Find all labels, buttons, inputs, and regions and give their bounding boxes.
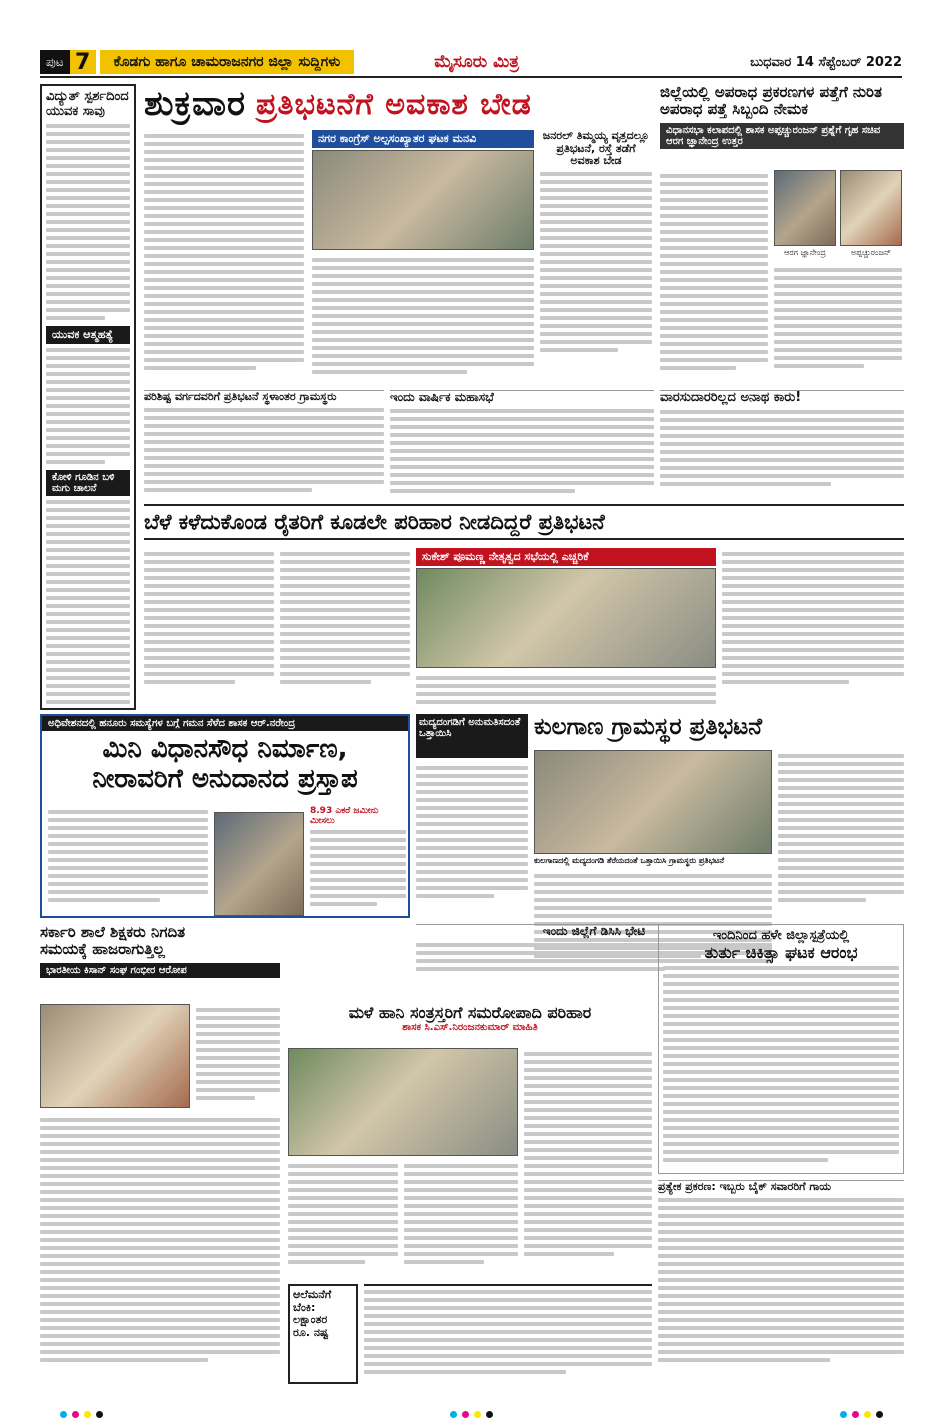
side-story-title: ಜನರಲ್ ತಿಮ್ಮಯ್ಯ ವೃತ್ತದಲ್ಲೂ ಪ್ರತಿಭಟನೆ, ರಸ್ತೆ ತಡೆಗೆ ಅವಕಾಶ ಬೇಡ: [542, 130, 650, 168]
kulagana-col: [778, 750, 904, 918]
box-title: ಬೆಂಕಿ:: [293, 1300, 316, 1314]
crime-subhead: ವಿಧಾನಸಭಾ ಕಲಾಪದಲ್ಲಿ ಶಾಸಕ ಅಪ್ಪಚ್ಚುರಂಜನ್ ಪ್ರಶ್ನೆಗೆ ಗೃಹ ಸಚಿವ ಆರಗ ಜ್ಞಾನೇಂದ್ರ ಉತ್ತರ: [660, 123, 904, 149]
dateline: ಬುಧವಾರ 14 ಸೆಪ್ಟೆಂಬರ್ 2022: [750, 54, 902, 70]
lead-headline-part: ಪ್ರತಿಭಟನೆಗೆ ಅವಕಾಶ ಬೇಡ: [256, 86, 532, 122]
kicker-line: ಒತ್ತಾಯಿಸಿ: [419, 728, 452, 739]
box-title: ಆಲೆಮನೆಗೆ: [293, 1288, 332, 1301]
mla-photo: [214, 812, 304, 916]
crime-col: [660, 170, 768, 380]
banner-col-2: [280, 548, 410, 710]
liquor-col: [416, 762, 528, 918]
rain-col: [524, 1048, 652, 1278]
portrait-photo: [840, 170, 902, 246]
hospital-story: [658, 924, 904, 1174]
masthead: [40, 48, 902, 78]
lead-headline-part: ಶುಕ್ರವಾರ: [144, 84, 246, 124]
crop-loss-banner: [144, 504, 904, 540]
story-headline: ಮಳೆ ಹಾನಿ ಸಂತ್ರಸ್ತರಿಗೆ ಸಮರೋಪಾದಿ ಪರಿಹಾರ: [348, 1004, 592, 1022]
kulagana-story: [534, 714, 904, 744]
crime-headline: ಜಿಲ್ಲೆಯಲ್ಲಿ ಅಪರಾಧ ಪ್ರಕರಣಗಳ ಪತ್ತೆಗೆ ನುರಿತ ಅಪರಾಧ ಪತ್ತೆ ಸಿಬ್ಬಂದಿ ನೇಮಕ: [660, 84, 882, 119]
school-col: [196, 1004, 280, 1110]
story-headline: ಸಮಯಕ್ಕೆ ಹಾಜರಾಗುತ್ತಿಲ್ಲ: [40, 940, 165, 959]
story-title: ಇಂದು ವಾರ್ಷಿಕ ಮಹಾಸಭೆ: [390, 390, 494, 404]
photo-caption: ಕುಲಗಾಣದಲ್ಲಿ ಮದ್ಯದಂಗಡಿ ತೆರೆಯದಂತೆ ಒತ್ತಾಯಿಸಿ ಗ್ರಾಮಸ್ಥರು ಪ್ರತಿಭಟನೆ: [534, 856, 725, 865]
box-title: ರೂ. ನಷ್ಟ: [293, 1325, 329, 1339]
vidhanasoudha-story: [40, 714, 410, 918]
crime-col: [774, 264, 902, 380]
rain-story: [288, 1004, 652, 1044]
protest-photo: [534, 750, 772, 854]
page-number: 7: [70, 50, 96, 74]
story-kicker: ಅಧಿವೇಶನದಲ್ಲಿ ಹನೂರು ಸಮಸ್ಯೆಗಳ ಬಗ್ಗೆ ಗಮನ ಸೆಳೆದ ಶಾಸಕ ಆರ್.ನರೇಂದ್ರ: [42, 716, 408, 731]
banner-col-3: [416, 672, 716, 710]
story-title: ಪರಿಶಿಷ್ಟ ವರ್ಗದವರಿಗೆ ಪ್ರತಿಭಟನೆ ಸ್ಥಳಾಂತರ ಗ್ರಾಮಸ್ಥರು: [144, 390, 337, 403]
section-title: ಕೊಡಗು ಹಾಗೂ ಚಾಮರಾಜನಗರ ಜಿಲ್ಲಾ ಸುದ್ದಿಗಳು: [100, 50, 355, 74]
portrait-caption: ಅಪ್ಪಚ್ಚುರಂಜನ್: [850, 248, 891, 257]
page-tag: ಪುಟ: [40, 50, 70, 74]
story-title: ವಾರಸುದಾರರಿಲ್ಲದ ಅನಾಥ ಕಾರು!: [660, 390, 802, 405]
story-title: ಪ್ರತ್ಯೇಕ ಪ್ರಕರಣ: ಇಬ್ಬರು ಬೈಕ್ ಸವಾರರಿಗೆ ಗಾಯ: [658, 1180, 831, 1193]
story-title: ಇಂದು ಜಿಲ್ಲೆಗೆ ಡಿಸಿಸಿ ಭೇಟಿ: [542, 924, 646, 938]
registration-marks: [450, 1411, 493, 1418]
mid-story-a: [144, 390, 384, 498]
story-body: [46, 344, 130, 464]
story-title: ಯುವಕ ಆತ್ಮಹತ್ಯೆ: [46, 326, 130, 344]
rain-photo: [288, 1048, 518, 1156]
story-headline: ಮಿನಿ ವಿಧಾನಸೌಧ ನಿರ್ಮಾಣ,: [102, 734, 348, 764]
story-title: ವಿದ್ಯುತ್ ಸ್ಪರ್ಶದಿಂದ ಯುವಕ ಸಾವು: [46, 89, 129, 119]
story-strip: ಭಾರತೀಯ ಕಿಸಾನ್ ಸಂಘ ಗಂಭೀರ ಆರೋಪ: [40, 963, 280, 978]
banner-col-1: [144, 548, 274, 710]
registration-marks: [840, 1411, 883, 1418]
mid-story-c: [660, 390, 904, 498]
portrait-photo: [774, 170, 836, 246]
kicker-line: ಮದ್ಯದಂಗಡಿಗೆ ಅನುಮತಿಸದಂತೆ: [419, 717, 521, 728]
story-headline: ಸರ್ಕಾರಿ ಶಾಲೆ ಶಿಕ್ಷಕರು ನಿಗದಿತ: [40, 924, 186, 941]
cow-story: [658, 1180, 904, 1380]
story-body: [46, 496, 130, 710]
story-headline: ನೀರಾವರಿಗೆ ಅನುದಾನದ ಪ್ರಸ್ತಾಪ: [92, 763, 358, 794]
rain-col: [288, 1160, 398, 1278]
banner-col-4: [722, 548, 904, 710]
rain-col: [404, 1160, 518, 1278]
story-highlight: 8.93 ಎಕರೆ ಜಮೀನು ಮೀಸಲು: [310, 806, 379, 826]
story-col: [310, 806, 406, 916]
registration-marks: [60, 1411, 103, 1418]
story-headline: ತುರ್ತು ಚಿಕಿತ್ಸಾ ಘಟಕ ಆರಂಭ: [704, 942, 858, 962]
lead-photo-caption: ನಗರ ಕಾಂಗ್ರೆಸ್ ಅಲ್ಪಸಂಖ್ಯಾತರ ಘಟಕ ಮನವಿ: [312, 130, 534, 148]
fire-story-box: [288, 1284, 358, 1384]
story-headline: ಕುಲಗಾಣ ಗ್ರಾಮಸ್ಥರ ಪ್ರತಿಭಟನೆ: [534, 714, 762, 740]
crime-story: [660, 84, 904, 384]
lead-col-1: [144, 130, 304, 380]
story-body: [46, 120, 130, 320]
lead-col-2: [312, 254, 534, 382]
liquor-kicker: [416, 714, 528, 758]
mid-story-b: [390, 390, 654, 498]
lead-side-story: [540, 130, 652, 380]
story-subhead: ಶಾಸಕ ಸಿ.ಎಸ್.ನಿರಂಜನಕುಮಾರ್ ಮಾಹಿತಿ: [402, 1022, 538, 1034]
school-photo: [40, 1004, 190, 1108]
lead-photo: [312, 150, 534, 250]
story-title: ಕೋಳಿ ಗೂಡಿನ ಬಳಿ ಮಗು ಚಾಲನೆ: [46, 470, 130, 496]
brand-logo: ಮೈಸೂರು ಮಿತ್ರ: [434, 52, 520, 72]
lead-story: [144, 84, 654, 384]
banner-photo: [416, 568, 716, 668]
portrait-caption: ಆರಗ ಜ್ಞಾನೇಂದ್ರ: [784, 248, 826, 257]
school-story: [40, 924, 280, 1000]
lead-headline: [144, 84, 654, 124]
fire-story-body: [364, 1284, 652, 1384]
banner-headline: ಬೆಳೆ ಕಳೆದುಕೊಂಡ ರೈತರಿಗೆ ಕೂಡಲೇ ಪರಿಹಾರ ನೀಡದಿದ್ದರೆ ಪ್ರತಿಭಟನೆ: [144, 510, 605, 534]
story-headline: ಇಂದಿನಿಂದ ಹಳೇ ಜಿಲ್ಲಾಸ್ಪತ್ರೆಯಲ್ಲಿ: [712, 928, 850, 943]
left-column: [40, 84, 136, 710]
banner-photo-caption: ಸುಕೇಶ್ ಪೂಮಣ್ಣ ನೇತೃತ್ವದ ಸಭೆಯಲ್ಲಿ ಎಚ್ಚರಿಕೆ: [416, 548, 716, 566]
box-title: ಲಕ್ಷಾಂತರ: [293, 1313, 328, 1327]
story-col: [48, 806, 208, 916]
school-col: [40, 1114, 280, 1384]
